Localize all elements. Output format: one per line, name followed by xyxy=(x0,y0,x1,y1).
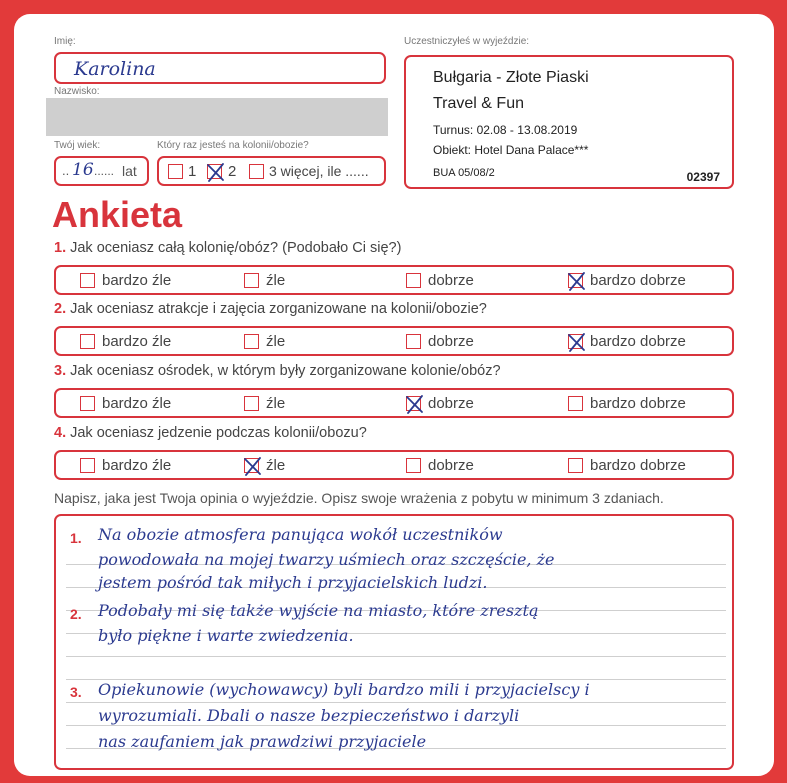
trip-code: BUA 05/08/2 xyxy=(433,167,495,179)
handwritten-line-2: powodowała na mojej twarzy uśmiech oraz szczęście, że xyxy=(98,550,555,569)
question-number: 2. xyxy=(54,301,67,317)
answer-option-label: dobrze xyxy=(428,395,474,412)
answer-option-label: bardzo dobrze xyxy=(590,457,686,474)
answer-row-1 xyxy=(54,265,734,295)
answer-checkbox[interactable] xyxy=(80,273,95,288)
imie-value: Karolina xyxy=(74,58,156,80)
answer-checkbox[interactable] xyxy=(244,273,259,288)
answer-checkbox[interactable] xyxy=(80,458,95,473)
imie-label: Imię: xyxy=(54,36,76,47)
trip-number: 02397 xyxy=(686,170,720,184)
answer-checkbox[interactable] xyxy=(244,334,259,349)
wiek-value: 16 xyxy=(72,160,94,180)
answer-row-3 xyxy=(54,388,734,418)
opinion-number-3: 3. xyxy=(70,684,82,700)
answer-checkbox[interactable] xyxy=(568,396,583,411)
ktory-option-3: 3 więcej, ile ...... xyxy=(269,163,369,179)
question-3 xyxy=(54,363,501,379)
ktory-field xyxy=(157,156,386,186)
trip-turnus: Turnus: 02.08 - 13.08.2019 xyxy=(433,123,578,137)
check-mark-icon xyxy=(242,455,263,477)
ruled-line xyxy=(66,725,726,726)
handwritten-line-3: jestem pośród tak miłych i przyjacielskich ludzi. xyxy=(98,573,488,592)
opinion-number-2: 2. xyxy=(70,606,82,622)
question-1 xyxy=(54,240,401,256)
handwritten-line-5: było piękne i warte zwiedzenia. xyxy=(98,626,354,645)
handwritten-line-6: Opiekunowie (wychowawcy) byli bardzo mili i przyjacielscy i xyxy=(98,680,590,699)
ktory-label: Który raz jesteś na kolonii/obozie? xyxy=(157,140,309,151)
answer-option-label: bardzo dobrze xyxy=(590,333,686,350)
handwritten-line-7: wyrozumiali. Dbali o nasze bezpieczeństwo i darzyli xyxy=(98,706,520,725)
check-mark-icon xyxy=(205,161,226,183)
question-text: Jak oceniasz ośrodek, w którym były zorganizowane kolonie/obóz? xyxy=(66,363,501,379)
trip-title-line1: Bułgaria - Złote Piaski xyxy=(433,69,589,86)
question-number: 3. xyxy=(54,363,67,379)
answer-checkbox[interactable] xyxy=(568,458,583,473)
handwritten-line-8: nas zaufaniem jak prawdziwi przyjaciele xyxy=(98,732,427,751)
wiek-field[interactable] xyxy=(54,156,149,186)
answer-checkbox[interactable] xyxy=(568,334,583,349)
ruled-line xyxy=(66,656,726,657)
handwritten-line-1: Na obozie atmosfera panująca wokół uczestników xyxy=(98,525,503,544)
survey-form xyxy=(14,14,774,776)
answer-checkbox[interactable] xyxy=(406,334,421,349)
check-mark-icon xyxy=(566,270,587,292)
answer-checkbox[interactable] xyxy=(406,273,421,288)
answer-checkbox[interactable] xyxy=(80,396,95,411)
answer-option-label: bardzo źle xyxy=(102,457,172,474)
trip-box xyxy=(404,55,734,189)
ktory-checkbox-3[interactable] xyxy=(249,164,264,179)
question-text: Jak oceniasz jedzenie podczas kolonii/obozu? xyxy=(66,425,367,441)
answer-option-label: bardzo dobrze xyxy=(590,395,686,412)
answer-row-2 xyxy=(54,326,734,356)
question-text: Jak oceniasz całą kolonię/obóz? (Podobało Ci się?) xyxy=(66,240,402,256)
trip-title-line2: Travel & Fun xyxy=(433,95,524,112)
answer-option-label: bardzo źle xyxy=(102,272,172,289)
question-text: Jak oceniasz atrakcje i zajęcia zorganizowane na kolonii/obozie? xyxy=(66,301,487,317)
answer-checkbox[interactable] xyxy=(406,396,421,411)
wiek-dots-right: ...... xyxy=(94,164,115,178)
nazwisko-redaction xyxy=(46,98,388,136)
opinion-number-1: 1. xyxy=(70,530,82,546)
answer-option-label: źle xyxy=(266,395,286,412)
answer-option-label: bardzo źle xyxy=(102,395,172,412)
wiek-label: Twój wiek: xyxy=(54,140,101,151)
wiek-dots-left: .. xyxy=(62,163,70,178)
opinion-prompt: Napisz, jaka jest Twoja opinia o wyjeździe. Opisz swoje wrażenia z pobytu w minimum 3 zdaniach. xyxy=(54,490,664,506)
answer-option-label: bardzo dobrze xyxy=(590,272,686,289)
survey-title: Ankieta xyxy=(52,194,183,235)
answer-option-label: dobrze xyxy=(428,457,474,474)
imie-field[interactable] xyxy=(54,52,386,84)
answer-checkbox[interactable] xyxy=(568,273,583,288)
ktory-option-1: 1 xyxy=(188,163,197,180)
trip-obiekt: Obiekt: Hotel Dana Palace*** xyxy=(433,143,589,157)
check-mark-icon xyxy=(404,393,425,415)
wiek-unit: lat xyxy=(122,163,137,179)
nazwisko-label: Nazwisko: xyxy=(54,86,100,97)
question-number: 4. xyxy=(54,425,67,441)
ktory-checkbox-2[interactable] xyxy=(207,164,222,179)
check-mark-icon xyxy=(566,331,587,353)
answer-row-4 xyxy=(54,450,734,480)
answer-checkbox[interactable] xyxy=(406,458,421,473)
answer-option-label: źle xyxy=(266,333,286,350)
question-2 xyxy=(54,301,487,317)
ktory-option-2: 2 xyxy=(228,163,237,180)
ktory-checkbox-1[interactable] xyxy=(168,164,183,179)
answer-option-label: źle xyxy=(266,457,286,474)
ruled-line xyxy=(66,702,726,703)
answer-option-label: źle xyxy=(266,272,286,289)
answer-checkbox[interactable] xyxy=(244,458,259,473)
answer-option-label: dobrze xyxy=(428,272,474,289)
trip-label: Uczestniczyłeś w wyjeździe: xyxy=(404,36,530,47)
handwritten-line-4: Podobały mi się także wyjście na miasto, które zresztą xyxy=(98,601,539,620)
answer-checkbox[interactable] xyxy=(80,334,95,349)
answer-option-label: dobrze xyxy=(428,333,474,350)
question-number: 1. xyxy=(54,240,67,256)
question-4 xyxy=(54,425,367,441)
answer-option-label: bardzo źle xyxy=(102,333,172,350)
answer-checkbox[interactable] xyxy=(244,396,259,411)
